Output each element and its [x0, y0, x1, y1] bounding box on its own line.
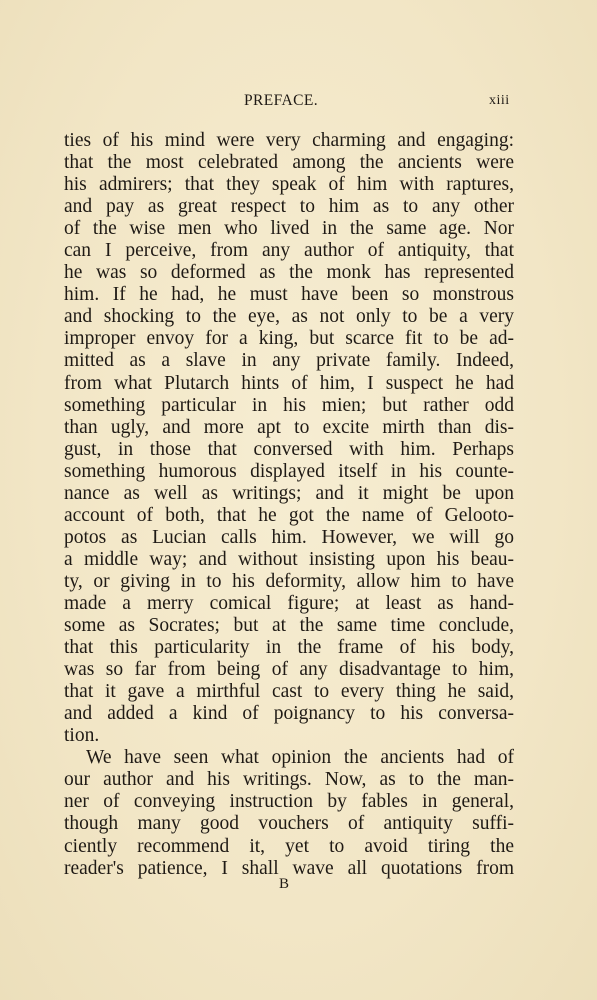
text-line: he was so deformed as the monk has represented	[64, 262, 514, 284]
text-line: from what Plutarch hints of him, I suspect he had	[64, 372, 514, 394]
running-head	[0, 92, 597, 114]
text-line: ciently recommend it, yet to avoid tiring the	[64, 835, 514, 857]
text-line: that the most celebrated among the ancients were	[64, 152, 514, 174]
text-line: than ugly, and more apt to excite mirth than dis-	[64, 416, 514, 438]
text-line: and shocking to the eye, as not only to be a very	[64, 306, 514, 328]
text-line: improper envoy for a king, but scarce fit to be ad-	[64, 328, 514, 350]
running-title: PREFACE.	[244, 92, 318, 109]
text-line: and added a kind of poignancy to his conversa-	[64, 703, 514, 725]
text-line: some as Socrates; but at the same time conclude,	[64, 615, 514, 637]
text-line: made a merry comical figure; at least as hand-	[64, 592, 514, 614]
text-line: ties of his mind were very charming and engaging:	[64, 130, 514, 151]
text-line: reader's patience, I shall wave all quotations from	[64, 857, 514, 879]
text-line: nance as well as writings; and it might be upon	[64, 482, 514, 504]
text-line: mitted as a slave in any private family. Indeed,	[64, 350, 514, 372]
paragraph-end-line: tion.	[64, 725, 100, 747]
paragraph-start-line: We have seen what opinion the ancients had of	[86, 747, 514, 769]
text-line: ner of conveying instruction by fables in general,	[64, 791, 514, 813]
text-line: potos as Lucian calls him. However, we will go	[64, 526, 514, 548]
text-line: ty, or giving in to his deformity, allow him to have	[64, 570, 514, 592]
text-line: was so far from being of any disadvantage to him,	[64, 659, 514, 681]
text-line: of the wise men who lived in the same age. Nor	[64, 218, 514, 240]
body-text	[64, 130, 514, 880]
text-line: something humorous displayed itself in his counte-	[64, 460, 514, 482]
page-number: xiii	[489, 93, 510, 108]
text-line: his admirers; that they speak of him with raptures,	[64, 174, 514, 196]
text-line: him. If he had, he must have been so monstrous	[64, 284, 514, 306]
signature-mark: B	[279, 876, 290, 892]
text-line: a middle way; and without insisting upon his beau-	[64, 548, 514, 570]
text-line: though many good vouchers of antiquity suffi-	[64, 813, 514, 835]
text-line: gust, in those that conversed with him. Perhaps	[64, 438, 514, 460]
text-line: that it gave a mirthful cast to every thing he said,	[64, 681, 514, 703]
text-line: our author and his writings. Now, as to the man-	[64, 769, 514, 791]
text-line: can I perceive, from any author of antiquity, that	[64, 240, 514, 262]
text-line: that this particularity in the frame of his body,	[64, 637, 514, 659]
text-line: something particular in his mien; but rather odd	[64, 394, 514, 416]
text-line: and pay as great respect to him as to any other	[64, 196, 514, 218]
text-line: account of both, that he got the name of Gelooto-	[64, 504, 514, 526]
